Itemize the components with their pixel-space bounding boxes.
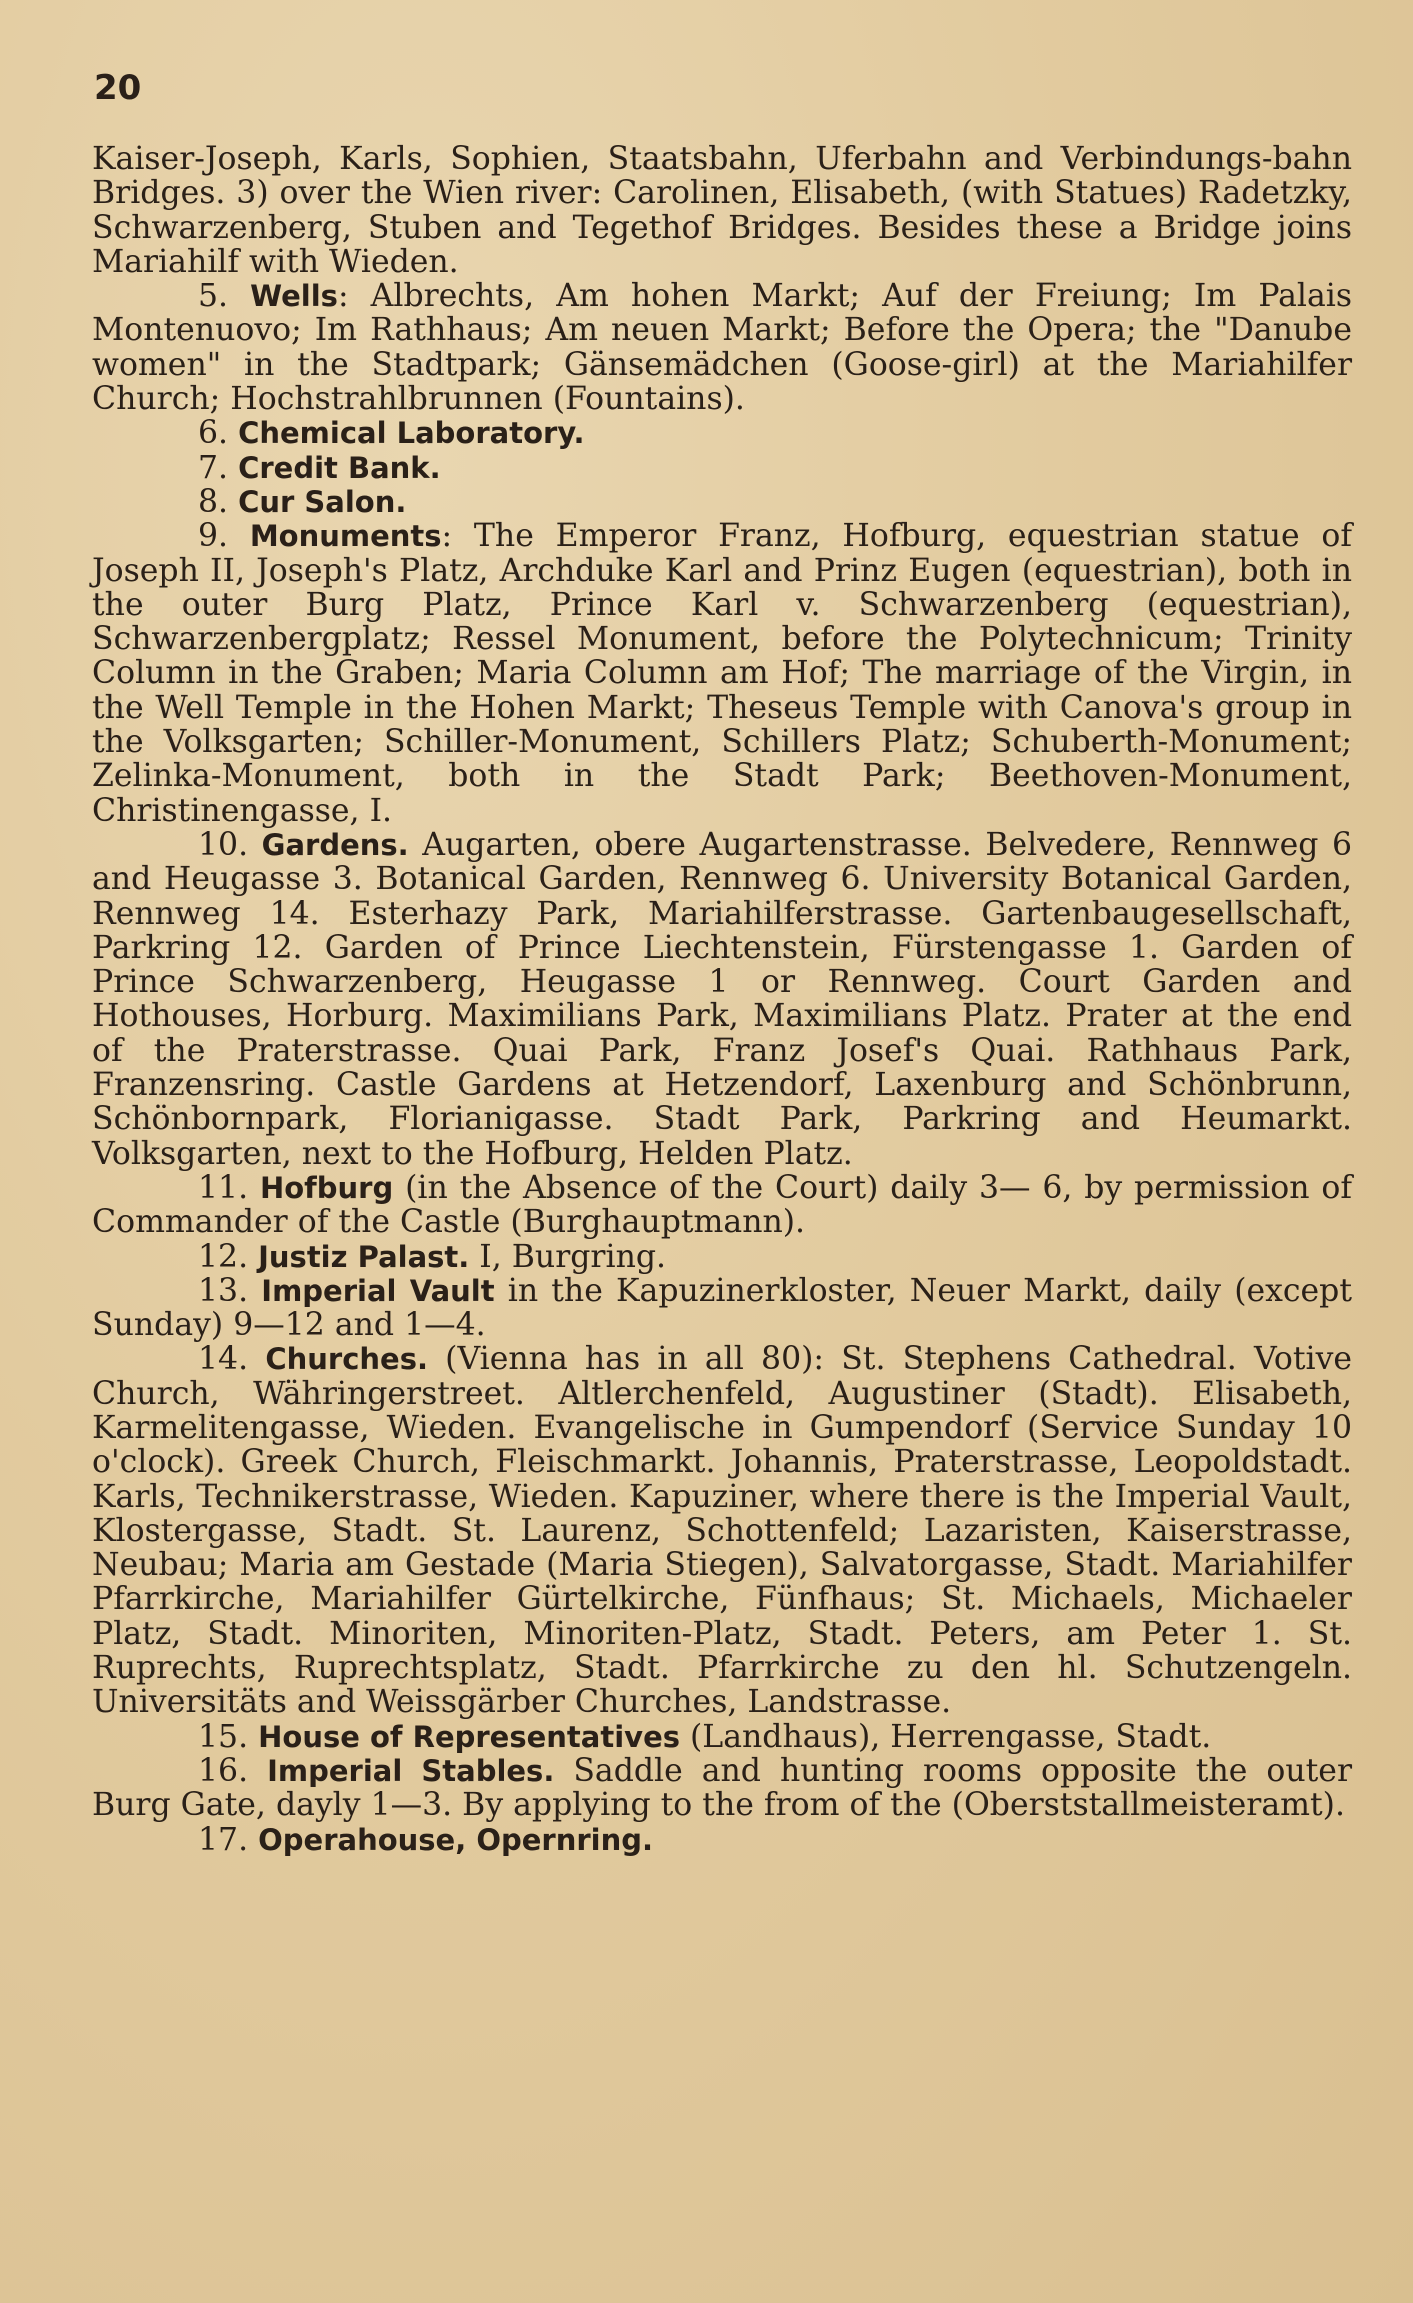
entry-heading: Imperial Stables. [267, 1753, 555, 1788]
entry-heading: Monuments [249, 519, 442, 554]
entry-heading: Cur Salon. [238, 484, 407, 519]
entry-chemical-laboratory [92, 416, 1352, 450]
entry-number: 10. [198, 826, 249, 863]
entry-number: 7. [198, 449, 229, 486]
entry-heading: Chemical Laboratory. [238, 416, 585, 451]
entry-text: (in the Absence of the Court) daily 3— 6, by permission of Commander of the Castle (Burghauptmann). [92, 1169, 1352, 1241]
entry-heading: Wells [250, 279, 338, 314]
entry-cur-salon [92, 485, 1352, 519]
entry-heading: House of Representatives [258, 1719, 680, 1754]
entry-text: in the Kapuzinerkloster, Neuer Markt, daily (except Sunday) 9—12 and 1—4. [92, 1272, 1352, 1344]
entry-number: 12. [198, 1238, 249, 1275]
entry-number: 9. [198, 518, 229, 555]
entry-operahouse [92, 1823, 1352, 1857]
entry-number: 15. [198, 1718, 249, 1755]
entry-heading: Churches. [265, 1342, 428, 1377]
entry-churches [92, 1342, 1352, 1719]
entry-hofburg [92, 1171, 1352, 1240]
entry-justiz-palast [92, 1240, 1352, 1274]
entry-credit-bank [92, 451, 1352, 485]
entry-heading: Justiz Palast. [258, 1239, 470, 1274]
entry-heading: Credit Bank. [238, 450, 441, 485]
entry-text: (Landhaus), Herrengasse, Stadt. [680, 1718, 1212, 1755]
entry-text: I, Burgring. [469, 1238, 667, 1275]
entry-number: 13. [198, 1272, 249, 1309]
paragraph-bridges: Kaiser-Joseph, Karls, Sophien, Staatsbahn, Uferbahn and Verbindungs-bahn Bridges. 3) over the Wien river: Carolinen, Elisabeth, (with Statues) Radetzky, Schwarzenberg, Stuben and Tegethof Bridges. Besides these a Bridge joins Mariahilf with Wieden. [92, 141, 1352, 280]
entry-number: 14. [198, 1341, 249, 1378]
entry-heading: Gardens. [261, 827, 409, 862]
entry-text: Saddle and hunting rooms opposite the outer Burg Gate, dayly 1—3. By applying to the from of the (Oberststallmeisteramt). [92, 1752, 1352, 1824]
entry-number: 6. [198, 415, 229, 452]
entry-monuments [92, 519, 1352, 828]
entry-number: 17. [198, 1821, 249, 1858]
entry-heading: Imperial Vault [261, 1273, 495, 1308]
entry-text: Augarten, obere Augartenstrasse. Belvedere, Rennweg 6 and Heugasse 3. Botanical Garden, Rennweg 6. University Botanical Garden, Rennweg 14. Esterhazy Park, Mariahilferstrasse. Gartenbaugesellschaft, Parkring 12. Garden of Prince Liechtenstein, Fürstengasse 1. Garden of Prince Schwarzenberg, Heugasse 1 or Rennweg. Court Garden and Hothouses, Horburg. Maximilians Park, Maximilians Platz. Prater at the end of the Praterstrasse. Quai Park, Franz Josef's Quai. Rathhaus Park, Franzensring. Castle Gardens at Hetzendorf, Laxenburg and Schönbrunn, Schönbornpark, Florianigasse. Stadt Park, Parkring and Heumarkt. Volksgarten, next to the Hofburg, Helden Platz. [92, 826, 1352, 1172]
entry-gardens [92, 828, 1352, 1171]
entry-text: (Vienna has in all 80): St. Stephens Cathedral. Votive Church, Währingerstreet. Altlerchenfeld, Augustiner (Stadt). Elisabeth, Karmelitengasse, Wieden. Evangelische in Gumpendorf (Service Sunday 10 o'clock). Greek Church, Fleischmarkt. Johannis, Praterstrasse, Leopoldstadt. Karls, Technikerstrasse, Wieden. Kapuziner, where there is the Imperial Vault, Klostergasse, Stadt. St. Laurenz, Schottenfeld; Lazaristen, Kaiserstrasse, Neubau; Maria am Gestade (Maria Stiegen), Salvatorgasse, Stadt. Mariahilfer Pfarrkirche, Mariahilfer Gürtelkirche, Fünfhaus; St. Michaels, Michaeler Platz, Stadt. Minoriten, Minoriten-Platz, Stadt. Peters, am Peter 1. St. Ruprechts, Ruprechtsplatz, Stadt. Pfarrkirche zu den hl. Schutzengeln. Universitäts and Weissgärber Churches, Landstrasse. [92, 1341, 1353, 1721]
entry-number: 8. [198, 483, 229, 520]
entry-imperial-stables [92, 1754, 1352, 1823]
entry-house-of-representatives [92, 1720, 1352, 1754]
entry-wells [92, 279, 1352, 416]
entry-text: : The Emperor Franz, Hofburg, equestrian statue of Joseph II, Joseph's Platz, Archduke Karl and Prinz Eugen (equestrian), both in the outer Burg Platz, Prince Karl v. Schwarzenberg (equestrian), Schwarzenbergplatz; Ressel Monument, before the Polytechnicum; Trinity Column in the Graben; Maria Column am Hof; The marriage of the Virgin, in the Well Temple in the Hohen Markt; Theseus Temple with Canova's group in the Volksgarten; Schiller-Monument, Schillers Platz; Schuberth-Monument; Zelinka-Monument, both in the Stadt Park; Beethoven-Monument, Christinengasse, I. [92, 518, 1352, 829]
page-text [92, 142, 1352, 1857]
entry-text: : Albrechts, Am hohen Markt; Auf der Freiung; Im Palais Montenuovo; Im Rathhaus; Am neuen Markt; Before the Opera; the "Danube women" in the Stadtpark; Gänsemädchen (Goose-girl) at the Mariahilfer Church; Hochstrahlbrunnen (Fountains). [92, 278, 1352, 418]
entry-imperial-vault [92, 1274, 1352, 1343]
entry-heading: Hofburg [259, 1170, 394, 1205]
entry-number: 5. [198, 278, 229, 315]
entry-number: 16. [198, 1752, 249, 1789]
entry-heading: Operahouse, Opernring. [258, 1822, 654, 1857]
page-number: 20 [94, 68, 142, 108]
entry-number: 11. [198, 1169, 249, 1206]
